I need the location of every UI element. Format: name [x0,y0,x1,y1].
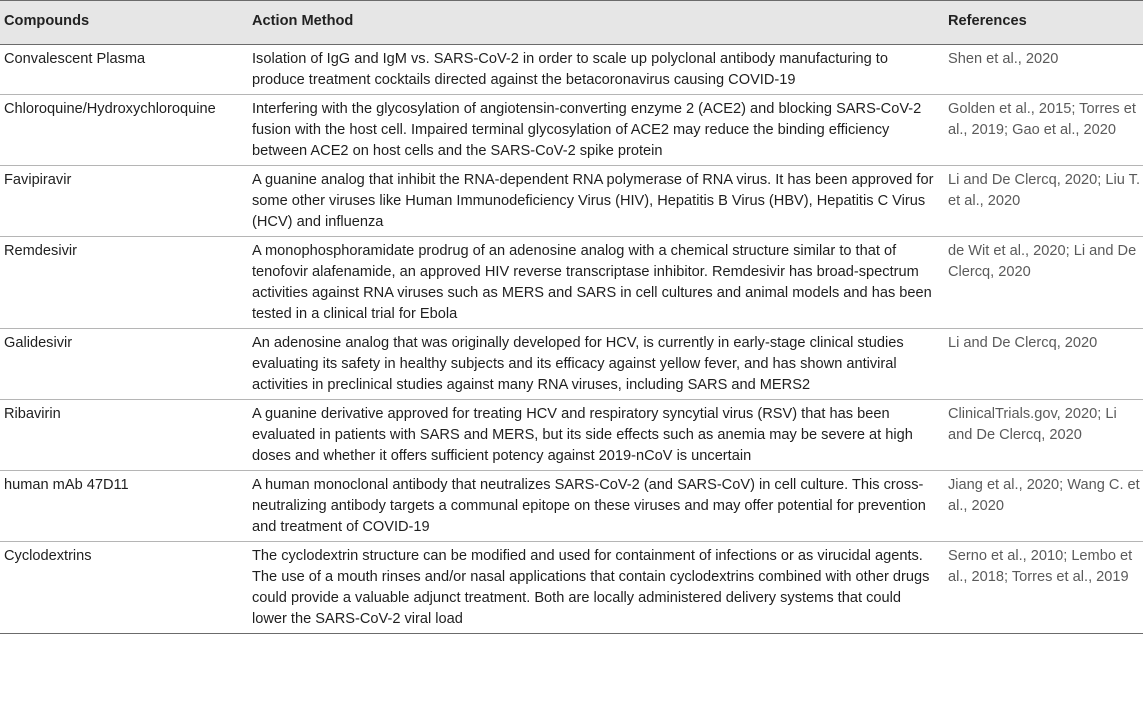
action-method-cell: Isolation of IgG and IgM vs. SARS-CoV-2 in order to scale up polyclonal antibody manufacturing to produce treatment cocktails directed against the betacoronavirus causing COVID-19 [252,45,948,95]
references-cell: Li and De Clercq, 2020 [948,329,1143,400]
compound-cell: Remdesivir [0,237,252,329]
table-row [0,542,1143,634]
table-row [0,400,1143,471]
action-method-cell: A human monoclonal antibody that neutralizes SARS-CoV-2 (and SARS-CoV) in cell culture. This cross-neutralizing antibody targets a communal epitope on these viruses and may offer potential for prevention and treatment of COVID-19 [252,471,948,542]
compound-cell: human mAb 47D11 [0,471,252,542]
table-row [0,329,1143,400]
table-row [0,45,1143,95]
compound-cell: Cyclodextrins [0,542,252,634]
action-method-cell: The cyclodextrin structure can be modified and used for containment of infections or as virucidal agents. The use of a mouth rinses and/or nasal applications that contain cyclodextrins combined with other drugs could provide a valuable adjunct treatment. Both are locally administered delivery systems that could lower the SARS-CoV-2 viral load [252,542,948,634]
references-cell: Serno et al., 2010; Lembo et al., 2018; Torres et al., 2019 [948,542,1143,634]
compound-cell: Chloroquine/Hydroxychloroquine [0,95,252,166]
compound-cell: Galidesivir [0,329,252,400]
table-body [0,45,1143,634]
table-header [0,1,1143,45]
table-row [0,471,1143,542]
action-method-cell: An adenosine analog that was originally developed for HCV, is currently in early-stage clinical studies evaluating its safety in healthy subjects and its efficacy against yellow fever, and has shown antiviral activities in preclinical studies against many RNA viruses, including SARS and MERS2 [252,329,948,400]
references-cell: Li and De Clercq, 2020; Liu T. et al., 2020 [948,166,1143,237]
references-cell: ClinicalTrials.gov, 2020; Li and De Clercq, 2020 [948,400,1143,471]
header-references: References [948,1,1143,45]
compound-cell: Convalescent Plasma [0,45,252,95]
action-method-cell: Interfering with the glycosylation of angiotensin-converting enzyme 2 (ACE2) and blocking SARS-CoV-2 fusion with the host cell. Impaired terminal glycosylation of ACE2 may reduce the binding efficiency between ACE2 on host cells and the SARS-CoV-2 spike protein [252,95,948,166]
compound-cell: Ribavirin [0,400,252,471]
compound-cell: Favipiravir [0,166,252,237]
table-row [0,95,1143,166]
table-row [0,237,1143,329]
references-cell: de Wit et al., 2020; Li and De Clercq, 2020 [948,237,1143,329]
references-cell: Golden et al., 2015; Torres et al., 2019; Gao et al., 2020 [948,95,1143,166]
header-compounds: Compounds [0,1,252,45]
references-cell: Shen et al., 2020 [948,45,1143,95]
action-method-cell: A guanine derivative approved for treating HCV and respiratory syncytial virus (RSV) that has been evaluated in patients with SARS and MERS, but its side effects such as anemia may be severe at high doses and whether it offers sufficient potency against 2019-nCoV is uncertain [252,400,948,471]
header-action-method: Action Method [252,1,948,45]
references-cell: Jiang et al., 2020; Wang C. et al., 2020 [948,471,1143,542]
action-method-cell: A monophosphoramidate prodrug of an adenosine analog with a chemical structure similar to that of tenofovir alafenamide, an approved HIV reverse transcriptase inhibitor. Remdesivir has broad-spectrum activities against RNA viruses such as MERS and SARS in cell cultures and animal models and has been tested in a clinical trial for Ebola [252,237,948,329]
table-row [0,166,1143,237]
header-row [0,1,1143,45]
action-method-cell: A guanine analog that inhibit the RNA-dependent RNA polymerase of RNA virus. It has been approved for some other viruses like Human Immunodeficiency Virus (HIV), Hepatitis B Virus (HBV), Hepatitis C Virus (HCV) and influenza [252,166,948,237]
